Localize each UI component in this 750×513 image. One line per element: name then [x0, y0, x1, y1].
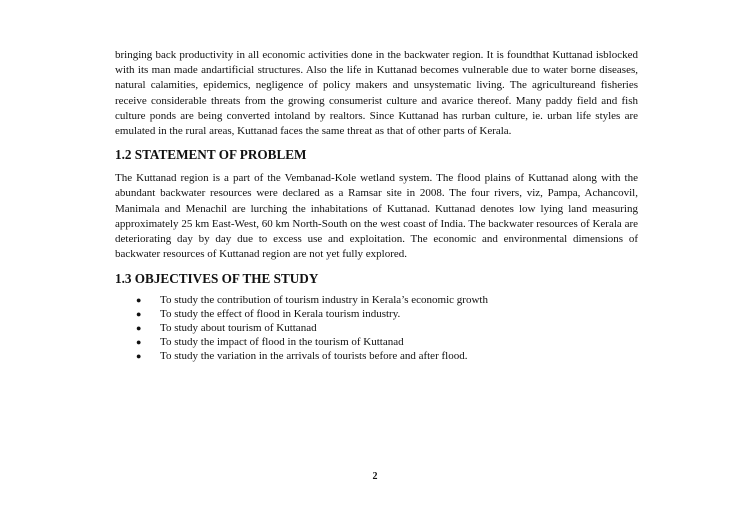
bullet-icon: ● [136, 323, 142, 334]
bullet-icon: ● [136, 295, 142, 306]
objective-item [115, 294, 638, 308]
section-heading-objectives: 1.3 OBJECTIVES OF THE STUDY [115, 271, 319, 287]
objective-item [115, 308, 638, 322]
objective-item [115, 322, 638, 336]
objective-text: To study about tourism of Kuttanad [160, 322, 317, 335]
objective-text: To study the contribution of tourism industry in Kerala’s economic growth [160, 294, 488, 307]
objectives-list [115, 294, 638, 363]
objective-text: To study the effect of flood in Kerala tourism industry. [160, 308, 401, 321]
section-heading-statement-of-problem: 1.2 STATEMENT OF PROBLEM [115, 147, 307, 163]
bullet-icon: ● [136, 350, 142, 361]
objective-text: To study the variation in the arrivals of tourists before and after flood. [160, 349, 468, 362]
objective-text: To study the impact of flood in the tourism of Kuttanad [160, 335, 404, 348]
intro-paragraph: bringing back productivity in all economic activities done in the backwater region. It is foundthat Kuttanad isblocked with its man made andartificial structures. Also the life in Kuttanad becomes vulnerable due to water borne diseases, natural calamities, epidemics, negligence of policy makers and unsystematic living. The agricultureand fisheries receive considerable threats from the growing consumerist culture and avarice thereof. Many paddy field and fish culture ponds are being converted intoland by realtors. Since Kuttanad has rurban culture, ie. urban life styles are emulated in the rural areas, Kuttanad faces the same threat as that of other parts of Kerala. [115, 49, 638, 138]
page-number: 2 [372, 471, 378, 482]
objective-item [115, 336, 638, 350]
document-page [115, 48, 638, 363]
objective-item [115, 350, 638, 364]
statement-of-problem-paragraph: The Kuttanad region is a part of the Vembanad-Kole wetland system. The flood plains of Kuttanad along with the abundant backwater resources were declared as a Ramsar site in 2008. The four rivers, viz, Pampa, Achancovil, Manimala and Menachil are lurching the inhabitations of Kuttanad. Kuttanad denotes low lying land measuring approximately 25 km East-West, 60 km North-South on the west coast of India. The backwater resources of Kerala are deteriorating day by day due to excess use and exploitation. The economic and environmental dimensions of backwater resources of Kuttanad region are not yet fully explored. [115, 172, 638, 261]
bullet-icon: ● [136, 309, 142, 320]
bullet-icon: ● [136, 336, 142, 347]
